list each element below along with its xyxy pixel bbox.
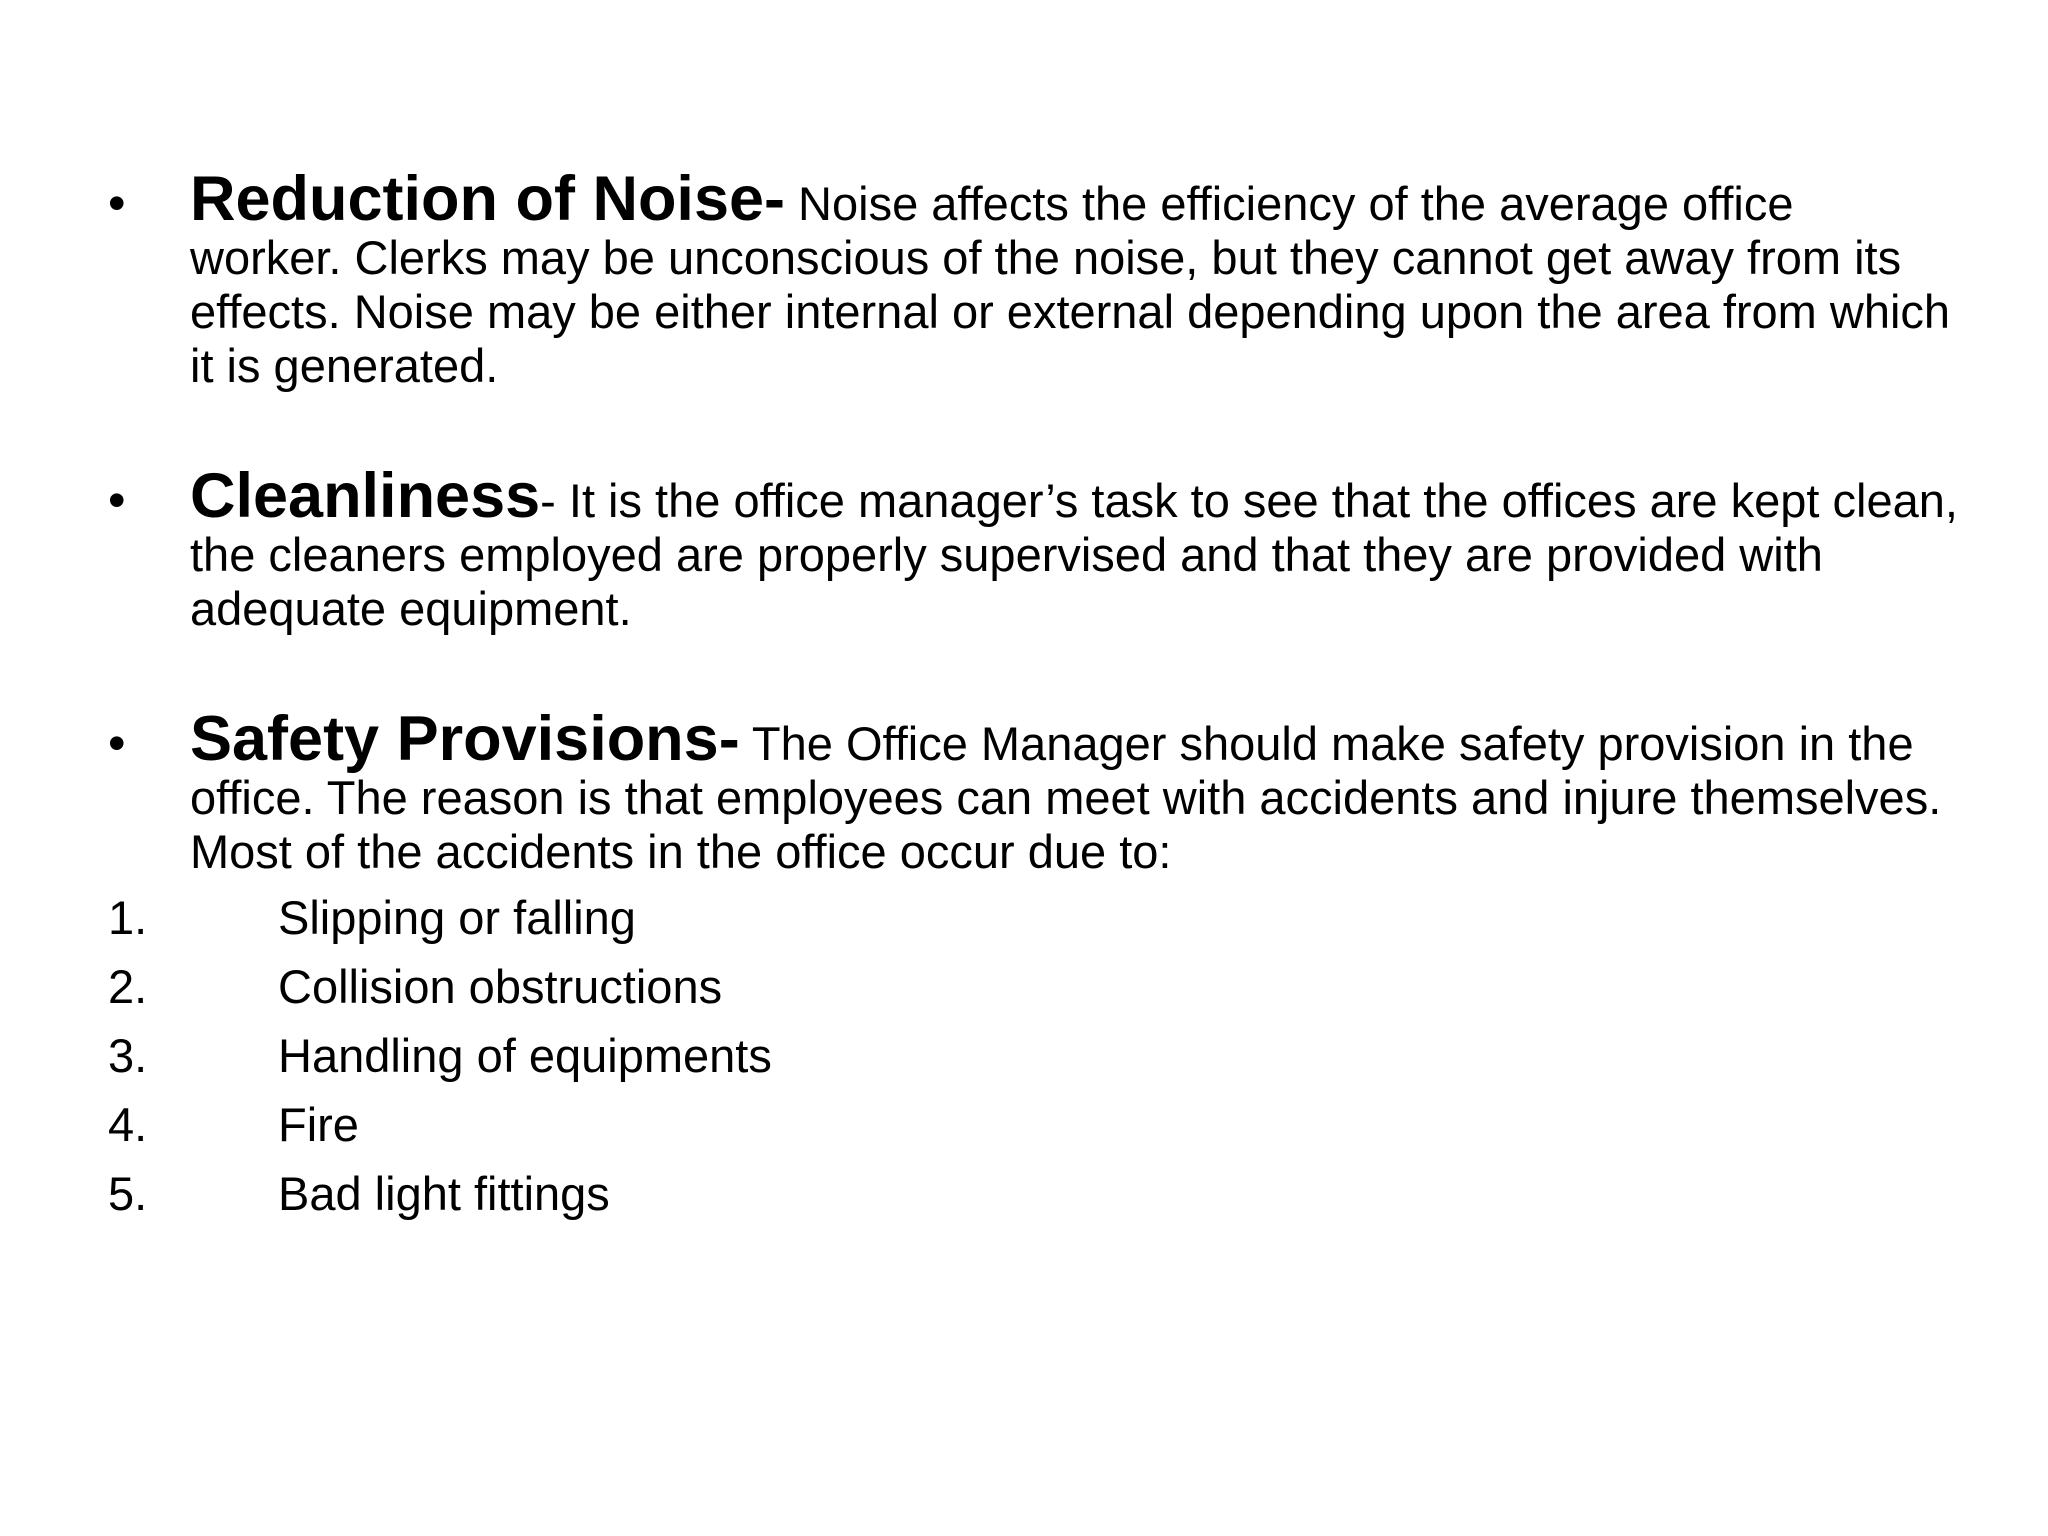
list-number: 3. — [108, 1029, 148, 1082]
bullet-icon: • — [108, 175, 126, 231]
bullet-icon: • — [108, 472, 126, 528]
accident-causes-list — [108, 883, 1958, 1228]
list-number: 4. — [108, 1098, 148, 1151]
bullet-description: The Office Manager should make safety provision in the office. The reason is that employees can meet with accidents and injure themselves. Most of the accidents in the office occur due to: — [190, 717, 1942, 878]
list-number: 2. — [108, 960, 148, 1013]
list-number: 5. — [108, 1167, 148, 1220]
list-item — [108, 883, 1958, 952]
list-item — [108, 1090, 1958, 1159]
list-number: 1. — [108, 891, 148, 944]
slide-content — [108, 164, 1958, 1228]
bullet-description: Noise affects the efficiency of the average office worker. Clerks may be unconscious of the noise, but they cannot get away from its effects. Noise may be either internal or external depending upon the area from which it is generated. — [190, 177, 1951, 392]
bullet-body — [190, 461, 1958, 636]
list-item-text: Fire — [278, 1098, 359, 1151]
bullet-safety-provisions — [108, 704, 1958, 879]
list-item — [108, 952, 1958, 1021]
bullet-noise-reduction — [108, 164, 1958, 393]
list-item-text: Handling of equipments — [278, 1029, 772, 1082]
list-item-text: Slipping or falling — [278, 891, 636, 944]
bullet-cleanliness — [108, 461, 1958, 636]
bullet-title: Safety Provisions- — [190, 704, 740, 774]
list-item — [108, 1021, 1958, 1090]
bullet-description: - It is the office manager’s task to see that the offices are kept clean, the cleaners employed are properly supervised and that they are provided with adequate equipment. — [190, 474, 1958, 635]
list-item — [108, 1159, 1958, 1228]
list-item-text: Bad light fittings — [278, 1167, 610, 1220]
bullet-title: Reduction of Noise- — [190, 164, 785, 234]
list-item-text: Collision obstructions — [278, 960, 723, 1013]
bullet-body — [190, 164, 1958, 393]
bullet-body — [190, 704, 1958, 879]
bullet-title: Cleanliness — [190, 461, 541, 531]
bullet-icon: • — [108, 715, 126, 771]
